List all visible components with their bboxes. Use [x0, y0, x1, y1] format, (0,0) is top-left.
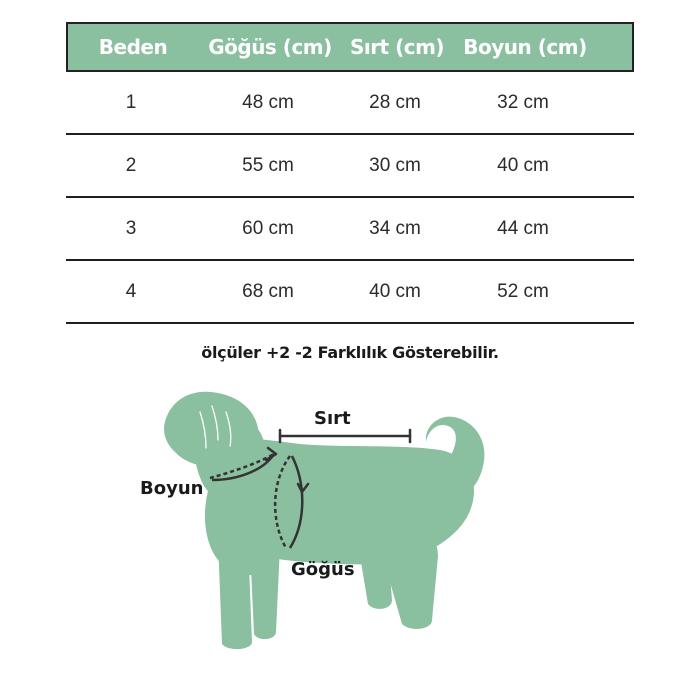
cell-chest: 60 cm	[242, 218, 294, 239]
cell-neck: 32 cm	[497, 92, 549, 113]
cell-neck: 52 cm	[497, 281, 549, 302]
back-measure-line	[280, 430, 410, 442]
header-beden: Beden	[98, 35, 168, 59]
cell-back: 28 cm	[369, 92, 421, 113]
header-gogus: Göğüs (cm)	[208, 35, 332, 59]
tolerance-note: ölçüler +2 -2 Farklılık Gösterebilir.	[201, 343, 499, 362]
cell-back: 30 cm	[369, 155, 421, 176]
header-sirt: Sırt (cm)	[349, 35, 445, 59]
cell-size: 3	[125, 218, 137, 239]
cell-neck: 44 cm	[497, 218, 549, 239]
cell-back: 40 cm	[369, 281, 421, 302]
label-chest: Göğüs	[291, 559, 355, 580]
cell-chest: 55 cm	[242, 155, 294, 176]
label-back: Sırt	[314, 408, 351, 429]
cell-back: 34 cm	[369, 218, 421, 239]
cell-size: 1	[125, 92, 137, 113]
label-neck: Boyun	[140, 478, 204, 499]
cell-size: 4	[125, 281, 137, 302]
cell-neck: 40 cm	[497, 155, 549, 176]
cell-chest: 48 cm	[242, 92, 294, 113]
header-boyun: Boyun (cm)	[463, 35, 587, 59]
dog-silhouette	[164, 392, 484, 649]
cell-size: 2	[125, 155, 137, 176]
cell-chest: 68 cm	[242, 281, 294, 302]
